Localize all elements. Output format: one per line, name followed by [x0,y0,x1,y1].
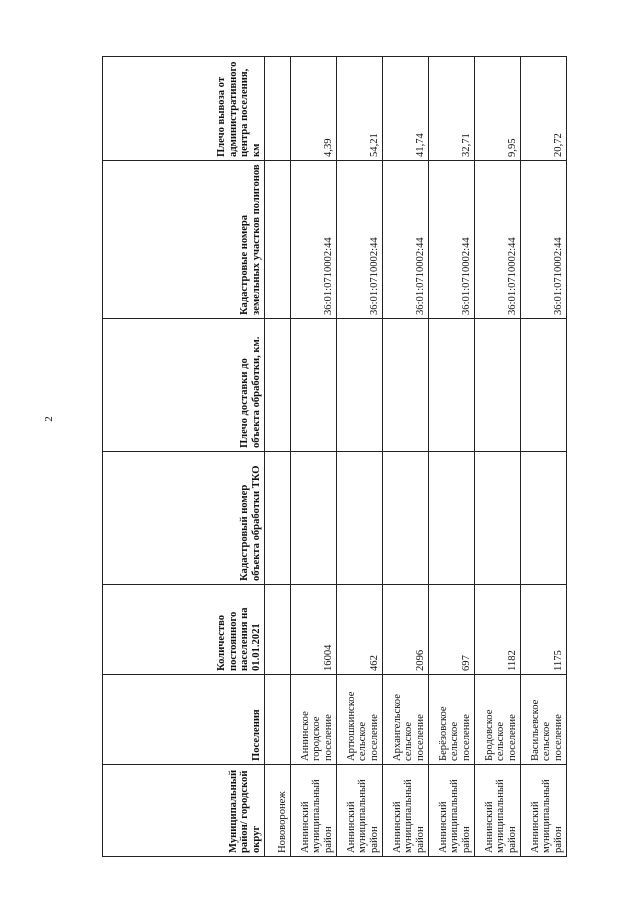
cell-delivery-shoulder [337,319,383,452]
cell-export-shoulder: 20,72 [521,57,567,161]
table-row [337,57,383,857]
cell-settlement: Артюшкинское сельское поселение [337,675,383,765]
cell-landfill-cadastral: 36:01:0710002:44 [291,161,337,319]
cell-tko-cadastral [383,452,429,585]
cell-landfill-cadastral: 36:01:0710002:44 [429,161,475,319]
cell-population: 1182 [475,585,521,675]
cell-population: 462 [337,585,383,675]
cell-settlement: Берёзовское сельское поселение [429,675,475,765]
cell-tko-cadastral [521,452,567,585]
header-population: Количество постоянного населения на 01.01.2021 [103,585,265,675]
cell-population: 697 [429,585,475,675]
table-row [429,57,475,857]
header-tko-cadastral: Кадастровый номер объекта обработки ТКО [103,452,265,585]
cell-settlement: Бродовское сельское поселение [475,675,521,765]
cell-delivery-shoulder [291,319,337,452]
page-number [40,413,58,425]
cell-landfill-cadastral: 36:01:0710002:44 [475,161,521,319]
cell-population: 1175 [521,585,567,675]
cell-landfill-cadastral: 36:01:0710002:44 [337,161,383,319]
cell-settlement [265,675,291,765]
cell-tko-cadastral [475,452,521,585]
cell-settlement: Васильевское сельское поселение [521,675,567,765]
cell-district: Нововоронеж [265,765,291,857]
cell-delivery-shoulder [383,319,429,452]
cell-district: Аннинский муниципальный район [521,765,567,857]
table-wrapper [102,57,564,857]
cell-tko-cadastral [291,452,337,585]
cell-population: 2096 [383,585,429,675]
cell-district: Аннинский муниципальный район [383,765,429,857]
table-row [383,57,429,857]
table-row [521,57,567,857]
page-number-text: 2 [43,416,55,422]
cell-export-shoulder: 4,39 [291,57,337,161]
table-row [265,57,291,857]
cell-district: Аннинский муниципальный район [291,765,337,857]
cell-delivery-shoulder [475,319,521,452]
data-table [102,56,567,857]
table-row [475,57,521,857]
header-delivery-shoulder: Плечо доставки до объекта обработки, км. [103,319,265,452]
cell-export-shoulder: 9,95 [475,57,521,161]
cell-population: 16004 [291,585,337,675]
cell-export-shoulder [265,57,291,161]
header-landfill-cadastral: Кадастровые номера земельных участков полигонов [103,161,265,319]
table-header-row [103,57,265,857]
cell-delivery-shoulder [265,319,291,452]
cell-landfill-cadastral: 36:01:0710002:44 [383,161,429,319]
cell-tko-cadastral [265,452,291,585]
header-settlement: Поселения [103,675,265,765]
cell-district: Аннинский муниципальный район [337,765,383,857]
cell-delivery-shoulder [521,319,567,452]
cell-population [265,585,291,675]
table-row [291,57,337,857]
cell-delivery-shoulder [429,319,475,452]
cell-export-shoulder: 41,74 [383,57,429,161]
cell-tko-cadastral [337,452,383,585]
cell-settlement: Аннинское городское поселение [291,675,337,765]
header-district: Муниципальный район/ городской округ [103,765,265,857]
cell-district: Аннинский муниципальный район [475,765,521,857]
cell-export-shoulder: 32,71 [429,57,475,161]
cell-landfill-cadastral [265,161,291,319]
header-export-shoulder: Плечо вывоза от административного центра поселения, км [103,57,265,161]
cell-landfill-cadastral: 36:01:0710002:44 [521,161,567,319]
cell-settlement: Архангельское сельское поселение [383,675,429,765]
cell-export-shoulder: 54,21 [337,57,383,161]
cell-tko-cadastral [429,452,475,585]
cell-district: Аннинский муниципальный район [429,765,475,857]
